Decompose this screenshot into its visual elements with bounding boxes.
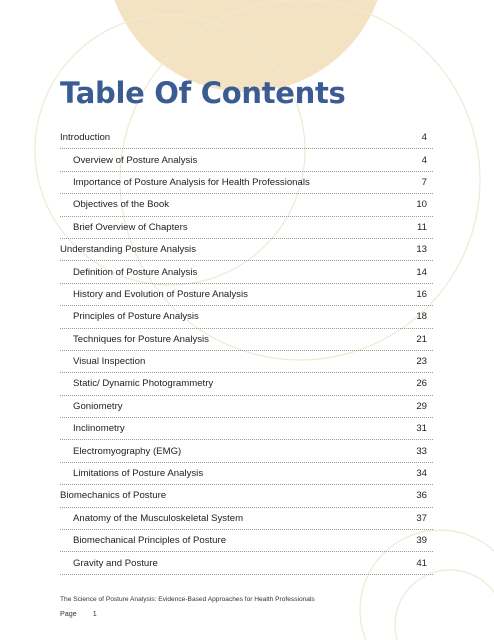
toc-entry-label: Biomechanical Principles of Posture: [73, 535, 227, 547]
toc-entry-label: Electromyography (EMG): [73, 445, 182, 457]
toc-entry-page: 7: [421, 176, 427, 188]
toc-entry-page: 37: [416, 512, 427, 524]
toc-entry-label: Gravity and Posture: [73, 557, 158, 569]
toc-entry-label: Visual Inspection: [73, 356, 146, 368]
toc-section-entry[interactable]: [60, 217, 433, 239]
footer-text: The Science of Posture Analysis: Evidence-Based Approaches for Health Professionals: [60, 596, 315, 603]
toc-entry-page: 29: [416, 400, 427, 412]
toc-entry-label: Importance of Posture Analysis for Health Professionals: [73, 176, 310, 188]
toc-entry-label: Techniques for Posture Analysis: [73, 333, 209, 345]
toc-section-entry[interactable]: [60, 149, 433, 171]
toc-section-entry[interactable]: [60, 552, 433, 574]
toc-section-entry[interactable]: [60, 261, 433, 283]
toc-entry-label: Biomechanics of Posture: [60, 490, 167, 502]
toc-entry-page: 41: [416, 557, 427, 569]
toc-entry-label: Introduction: [60, 132, 111, 144]
toc-entry-label: History and Evolution of Posture Analysis: [73, 288, 248, 300]
toc-entry-label: Brief Overview of Chapters: [73, 221, 188, 233]
toc-chapter-entry[interactable]: [60, 127, 433, 149]
toc-section-entry[interactable]: [60, 396, 433, 418]
toc-entry-page: 21: [416, 333, 427, 345]
footer-page-label: Page: [60, 609, 77, 618]
toc-entry-page: 13: [416, 244, 427, 256]
toc-entry-page: 11: [417, 221, 427, 233]
toc-entry-page: 36: [416, 490, 427, 502]
toc-entry-label: Goniometry: [73, 400, 123, 412]
toc-entry-label: Understanding Posture Analysis: [60, 244, 196, 256]
toc-section-entry[interactable]: [60, 530, 433, 552]
toc-entry-page: 31: [416, 423, 427, 435]
toc-section-entry[interactable]: [60, 418, 433, 440]
toc-entry-page: 23: [416, 356, 427, 368]
toc-entry-page: 26: [416, 378, 427, 390]
toc-entry-label: Inclinometry: [73, 423, 125, 435]
toc-entry-page: 33: [416, 445, 427, 457]
toc-entry-label: Definition of Posture Analysis: [73, 266, 198, 278]
toc-entry-label: Anatomy of the Musculoskeletal System: [73, 512, 244, 524]
toc-entry-page: 10: [416, 199, 427, 211]
toc-entry-page: 34: [416, 468, 427, 480]
outline-arc-bottom-right-inner: [395, 570, 494, 640]
toc-section-entry[interactable]: [60, 440, 433, 462]
table-of-contents: [60, 127, 433, 575]
footer-page-line: [60, 609, 315, 618]
toc-section-entry[interactable]: [60, 329, 433, 351]
toc-section-entry[interactable]: [60, 508, 433, 530]
toc-entry-label: Principles of Posture Analysis: [73, 311, 199, 323]
toc-entry-page: 18: [416, 311, 427, 323]
toc-entry-page: 4: [421, 132, 427, 144]
toc-section-entry[interactable]: [60, 284, 433, 306]
toc-entry-label: Objectives of the Book: [73, 199, 169, 211]
toc-chapter-entry[interactable]: [60, 485, 433, 507]
page-footer: [60, 596, 315, 618]
toc-section-entry[interactable]: [60, 463, 433, 485]
toc-section-entry[interactable]: [60, 351, 433, 373]
toc-section-entry[interactable]: [60, 373, 433, 395]
toc-entry-label: Limitations of Posture Analysis: [73, 468, 204, 480]
toc-section-entry[interactable]: [60, 306, 433, 328]
toc-chapter-entry[interactable]: [60, 239, 433, 261]
footer-page-number: 1: [92, 609, 97, 618]
page-title: Table Of Contents: [60, 76, 346, 110]
toc-section-entry[interactable]: [60, 172, 433, 194]
toc-entry-page: 14: [416, 266, 427, 278]
toc-entry-label: Static/ Dynamic Photogrammetry: [73, 378, 214, 390]
toc-section-entry[interactable]: [60, 194, 433, 216]
toc-entry-page: 4: [421, 154, 427, 166]
toc-entry-label: Overview of Posture Analysis: [73, 154, 198, 166]
toc-entry-page: 16: [416, 288, 427, 300]
toc-entry-page: 39: [416, 535, 427, 547]
